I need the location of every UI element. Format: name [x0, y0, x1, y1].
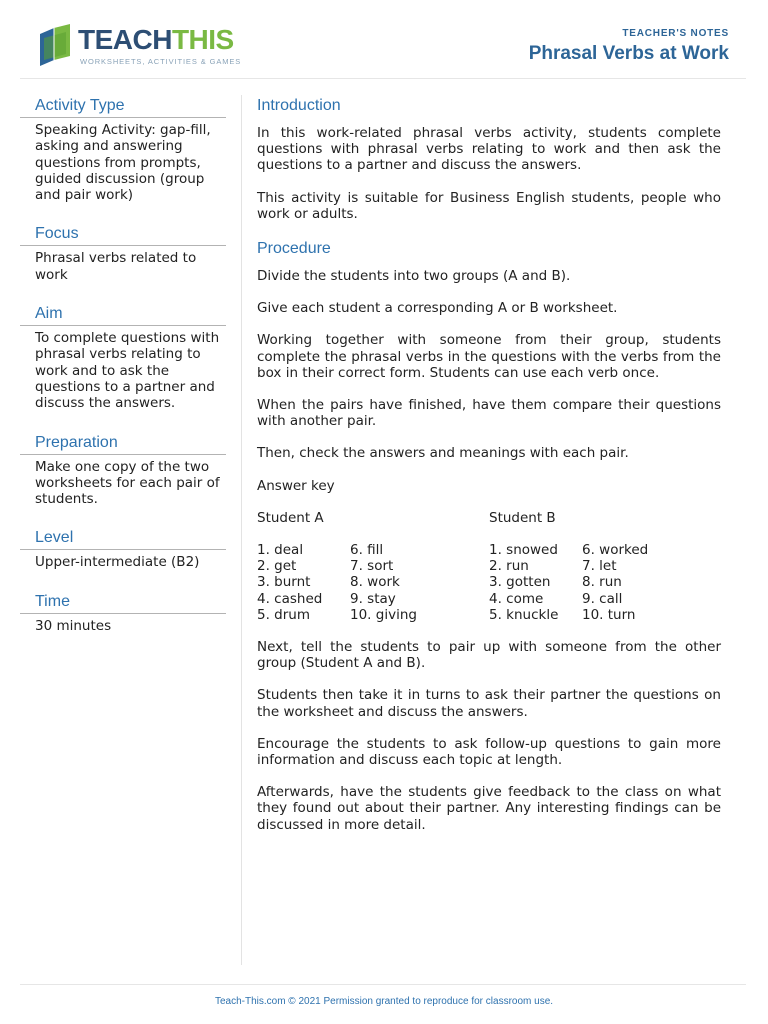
answer-key-row: [257, 607, 721, 623]
answer-cell: 1. snowed: [489, 542, 558, 559]
procedure-step: Then, check the answers and meanings with each pair.: [257, 445, 629, 462]
answer-cell: 7. sort: [350, 558, 394, 575]
answer-key-row: [257, 542, 721, 558]
sidebar-section-time: [20, 591, 226, 634]
column-divider: [241, 95, 242, 965]
main-content: [257, 95, 721, 849]
sidebar-section-aim: [20, 303, 226, 411]
sidebar-heading: Preparation: [20, 432, 226, 455]
procedure-step: When the pairs have finished, have them compare their questions with another pair.: [257, 397, 721, 430]
teachers-notes-label: TEACHER'S NOTES: [622, 28, 729, 39]
answer-key-row: [257, 591, 721, 607]
sidebar-text: Make one copy of the two worksheets for each pair of students.: [35, 458, 220, 508]
answer-cell: 2. get: [257, 558, 297, 575]
introduction-heading: Introduction: [257, 97, 341, 114]
answer-cell: 8. work: [350, 574, 400, 591]
answer-key-table: [257, 510, 721, 639]
answer-key-row: [257, 558, 721, 574]
introduction-paragraph: This activity is suitable for Business English students, people who work or adults.: [257, 189, 721, 222]
procedure-step: Working together with someone from their group, students complete the phrasal verbs in the questions with the verbs from the box in their correct form. Students can use each verb once.: [257, 332, 721, 381]
answer-cell: 10. giving: [350, 606, 417, 623]
answer-cell: 3. burnt: [257, 574, 311, 591]
student-b-label: Student B: [489, 509, 556, 526]
logo-tagline: WORKSHEETS, ACTIVITIES & GAMES: [80, 57, 242, 66]
student-a-label: Student A: [257, 509, 324, 526]
procedure-step: Afterwards, have the students give feedback to the class on what they found out about their partner. Any interesting findings can be discussed in more detail.: [257, 784, 721, 833]
sidebar-section-focus: [20, 223, 226, 283]
answer-cell: 3. gotten: [489, 574, 551, 591]
sidebar-heading: Aim: [20, 303, 226, 326]
answer-cell: 6. worked: [582, 542, 649, 559]
sidebar-heading: Activity Type: [20, 95, 226, 118]
page-header: [20, 0, 746, 79]
answer-cell: 9. call: [582, 590, 623, 607]
procedure-step: Next, tell the students to pair up with someone from the other group (Student A and B).: [257, 639, 721, 672]
sidebar: [20, 95, 226, 654]
teach-this-logo[interactable]: [36, 22, 242, 70]
procedure-step: Encourage the students to ask follow-up questions to gain more information and discuss each topic at length.: [257, 735, 721, 769]
procedure-step: Students then take it in turns to ask their partner the questions on the worksheet and discuss the answers.: [257, 687, 721, 720]
answer-cell: 5. knuckle: [489, 606, 559, 623]
sidebar-section-preparation: [20, 432, 226, 508]
sidebar-section-level: [20, 527, 226, 570]
sidebar-text: To complete questions with phrasal verbs relating to work and to ask the questions to a partner and discuss the answers.: [35, 330, 220, 412]
answer-cell: 2. run: [489, 558, 529, 575]
answer-key-header-row: [257, 510, 721, 526]
sidebar-heading: Focus: [20, 223, 226, 246]
answer-cell: 6. fill: [350, 542, 384, 559]
procedure-heading: Procedure: [257, 240, 331, 258]
introduction-paragraph: In this work-related phrasal verbs activity, students complete questions with phrasal verbs relating to work and then ask the questions to a partner and discuss the answers.: [257, 125, 721, 174]
procedure-step: Divide the students into two groups (A and B).: [257, 268, 571, 285]
answer-cell: 10. turn: [582, 606, 636, 623]
logo-wordmark: [78, 24, 234, 56]
answer-cell: 5. drum: [257, 606, 310, 623]
answer-cell: 8. run: [582, 574, 622, 591]
sidebar-text: 30 minutes: [35, 617, 112, 634]
footer-divider: [20, 984, 746, 985]
answer-cell: 9. stay: [350, 590, 396, 607]
answer-cell: 4. come: [489, 590, 544, 607]
answer-key-label: Answer key: [257, 477, 335, 494]
sidebar-text: Speaking Activity: gap-fill, asking and answering questions from prompts, guided discussion (group and pair work): [35, 122, 211, 204]
sidebar-heading: Level: [20, 527, 226, 550]
footer-copyright[interactable]: Teach-This.com © 2021 Permission granted to reproduce for classroom use.: [214, 996, 554, 1007]
page-title: Phrasal Verbs at Work: [528, 43, 729, 64]
answer-cell: 1. deal: [257, 542, 304, 559]
sidebar-section-activity-type: [20, 95, 226, 203]
procedure-step: Give each student a corresponding A or B worksheet.: [257, 300, 618, 317]
book-icon: [36, 24, 76, 66]
logo-wordmark-this: THIS: [171, 24, 234, 55]
answer-cell: 4. cashed: [257, 590, 323, 607]
answer-key-row: [257, 574, 721, 590]
answer-cell: 7. let: [582, 558, 617, 575]
sidebar-text: Upper-intermediate (B2): [35, 554, 200, 571]
logo-wordmark-teach: TEACH: [78, 24, 172, 55]
sidebar-text: Phrasal verbs related to work: [35, 250, 197, 283]
sidebar-heading: Time: [20, 591, 226, 614]
